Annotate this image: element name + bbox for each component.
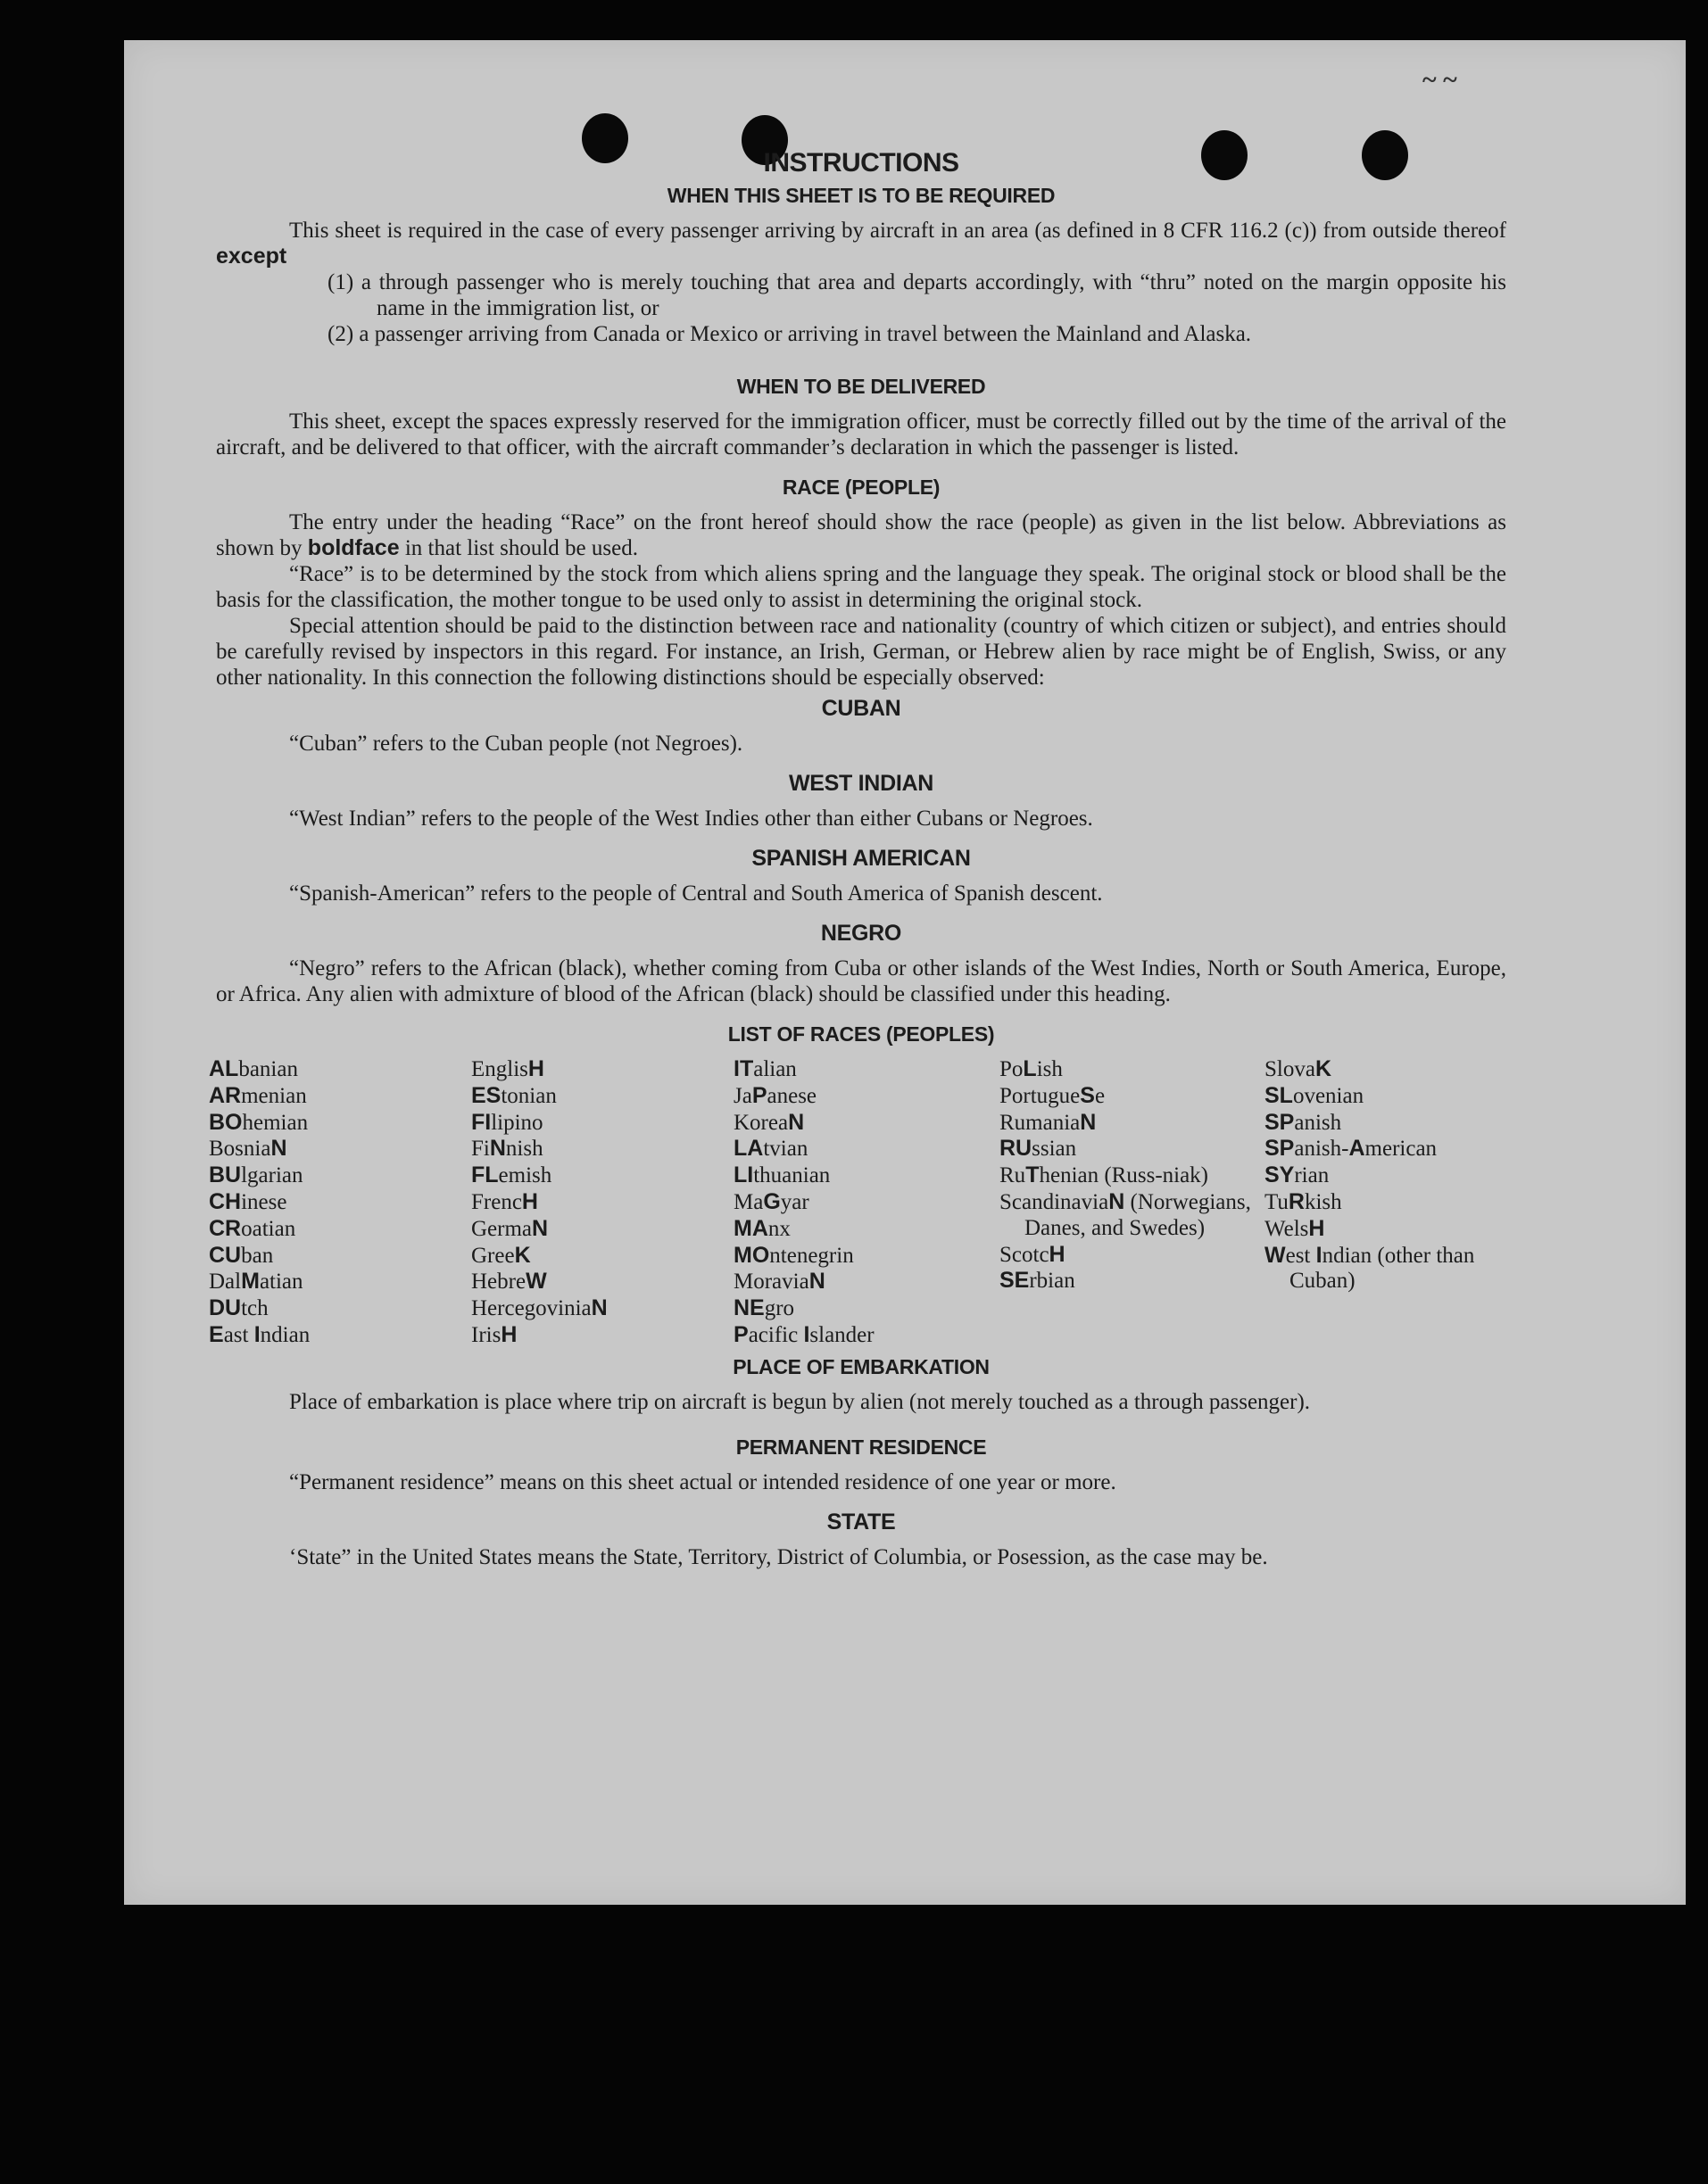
race-entry: HercegoviniaN <box>471 1295 608 1321</box>
race-entry: NEgro <box>734 1295 795 1321</box>
race-entry: MAnx <box>734 1215 791 1241</box>
section-heading-delivered: WHEN TO BE DELIVERED <box>736 375 986 398</box>
negro-text: “Negro” refers to the African (black), whether coming from Cuba or other islands of the West Indies, North or South America, Europe, or Africa. Any alien with admixture of blood of the African (black) should be classified under this heading. <box>216 956 1506 1006</box>
section-heading-spanish-american: SPANISH AMERICAN <box>751 846 971 871</box>
race-entry: PortugueSe <box>999 1082 1106 1108</box>
section-heading-residence: PERMANENT RESIDENCE <box>735 1435 987 1459</box>
race-entry: CRoatian <box>209 1215 296 1241</box>
race-entry: FIlipino <box>471 1109 543 1135</box>
race-entry: ITalian <box>734 1056 797 1081</box>
race-entry: ScandinaviaN (Norwegians, Danes, and Swedes) <box>999 1188 1251 1240</box>
race-entry: PoLish <box>999 1056 1063 1081</box>
delivered-text: This sheet, except the spaces expressly reserved for the immigration officer, must be correctly filled out by the time of the arrival of the aircraft, and be delivered to that officer, with the aircraft commander’s declaration in which the passenger is listed. <box>216 410 1506 459</box>
exception-item: (1) a through passenger who is merely touching that area and departs accordingly, with “thru” noted on the margin opposite his name in the immigration list, or <box>328 270 1506 320</box>
race-entry: EnglisH <box>471 1056 544 1081</box>
race-entry: SErbian <box>999 1268 1075 1294</box>
race-entry: RumaniaN <box>999 1109 1097 1135</box>
race-entry: WelsH <box>1264 1215 1325 1241</box>
section-heading-negro: NEGRO <box>820 921 902 946</box>
race-paragraph-2: “Race” is to be determined by the stock from which aliens spring and the language they speak. The original stock or blood shall be the basis for the classification, the mother tongue to be used only to assist in determining the original stock. <box>216 562 1506 612</box>
race-entry: DalMatian <box>209 1269 303 1295</box>
race-entry: LIthuanian <box>734 1162 831 1188</box>
race-entry: MOntenegrin <box>734 1242 854 1268</box>
race-entry: Pacific Islander <box>734 1321 875 1347</box>
race-entry: SPanish-American <box>1264 1136 1438 1162</box>
race-paragraph-1: The entry under the heading “Race” on the front hereof should show the race (people) as given in the list below. Abbreviations as shown by boldface in that list should be used. <box>216 510 1506 560</box>
race-paragraph-3: Special attention should be paid to the distinction between race and nationality (country of which citizen or subject), and entries should be carefully revised by inspectors in this regard. For instance, an Irish, German, or Hebrew alien by race might be of English, Swiss, or any other nationality. In this connection the following distinctions should be especially observed: <box>216 614 1506 690</box>
race-entry: MaGyar <box>734 1188 809 1214</box>
race-entry: DUtch <box>209 1295 269 1321</box>
embarkation-text: Place of embarkation is place where trip on aircraft is begun by alien (not merely touched as a through passenger). <box>289 1389 1311 1414</box>
race-entry: ScotcH <box>999 1241 1065 1267</box>
race-entry: ALbanian <box>209 1056 298 1081</box>
race-entry: SPanish <box>1264 1109 1342 1135</box>
exception-item: (2) a passenger arriving from Canada or Mexico or arriving in travel between the Mainland and Alaska. <box>328 322 1252 346</box>
section-heading-required: WHEN THIS SHEET IS TO BE REQUIRED <box>667 184 1056 207</box>
race-entry: IrisH <box>471 1321 518 1347</box>
race-entry: GermaN <box>471 1215 549 1241</box>
race-entry: FrencH <box>471 1188 538 1214</box>
race-entry: ARmenian <box>209 1082 307 1108</box>
races-column <box>734 1056 999 1349</box>
race-entry: TuRkish <box>1264 1188 1342 1214</box>
page-title: INSTRUCTIONS <box>763 148 959 178</box>
section-heading-state: STATE <box>826 1509 896 1535</box>
section-heading-race: RACE (PEOPLE) <box>782 476 941 499</box>
residence-text: “Permanent residence” means on this sheet actual or intended residence of one year or more. <box>289 1469 1116 1494</box>
race-entry: RUssian <box>999 1136 1077 1162</box>
race-entry: FLemish <box>471 1162 552 1188</box>
race-entry: KoreaN <box>734 1109 805 1135</box>
race-entry: East Indian <box>209 1321 311 1347</box>
section-heading-west-indian: WEST INDIAN <box>789 771 933 796</box>
cuban-text: “Cuban” refers to the Cuban people (not Negroes). <box>289 732 743 756</box>
race-entry: BUlgarian <box>209 1162 303 1188</box>
section-heading-cuban: CUBAN <box>821 696 901 721</box>
required-intro: This sheet is required in the case of every passenger arriving by aircraft in an area (as defined in 8 CFR 116.2 (c)) from outside thereof except <box>216 219 1506 269</box>
corner-mark: ~ ~ <box>1422 65 1457 95</box>
race-entry: SYrian <box>1264 1162 1330 1188</box>
race-entry: LAtvian <box>734 1136 808 1162</box>
race-entry: JaPanese <box>734 1082 817 1108</box>
races-column <box>471 1056 734 1349</box>
state-text: ‘State” in the United States means the State, Territory, District of Columbia, or Posession, as the case may be. <box>289 1544 1268 1569</box>
race-entry: BosniaN <box>209 1136 287 1162</box>
instructions-body <box>209 146 1506 1570</box>
races-column <box>209 1056 471 1349</box>
race-entry: CHinese <box>209 1188 287 1214</box>
section-heading-embarkation: PLACE OF EMBARKATION <box>733 1354 990 1378</box>
races-table <box>209 1056 1499 1349</box>
race-entry: EStonian <box>471 1082 557 1108</box>
race-entry: RuThenian (Russ-niak) <box>999 1162 1209 1188</box>
races-column <box>1264 1056 1499 1349</box>
races-column <box>999 1056 1264 1349</box>
race-entry: MoraviaN <box>734 1269 825 1295</box>
race-entry: CUban <box>209 1242 274 1268</box>
race-entry: FiNnish <box>471 1136 543 1162</box>
section-heading-list-of-races: LIST OF RACES (PEOPLES) <box>727 1022 995 1046</box>
exception-list <box>216 269 1506 347</box>
race-entry: GreeK <box>471 1242 531 1268</box>
west-indian-text: “West Indian” refers to the people of the West Indies other than either Cubans or Negroes. <box>289 807 1093 831</box>
race-entry: West Indian (other than Cuban) <box>1264 1242 1475 1294</box>
spanish-american-text: “Spanish-American” refers to the people of Central and South America of Spanish descent. <box>289 881 1103 906</box>
race-entry: BOhemian <box>209 1109 309 1135</box>
race-entry: SLovenian <box>1264 1082 1364 1108</box>
race-entry: HebreW <box>471 1269 547 1295</box>
race-entry: SlovaK <box>1264 1056 1332 1081</box>
